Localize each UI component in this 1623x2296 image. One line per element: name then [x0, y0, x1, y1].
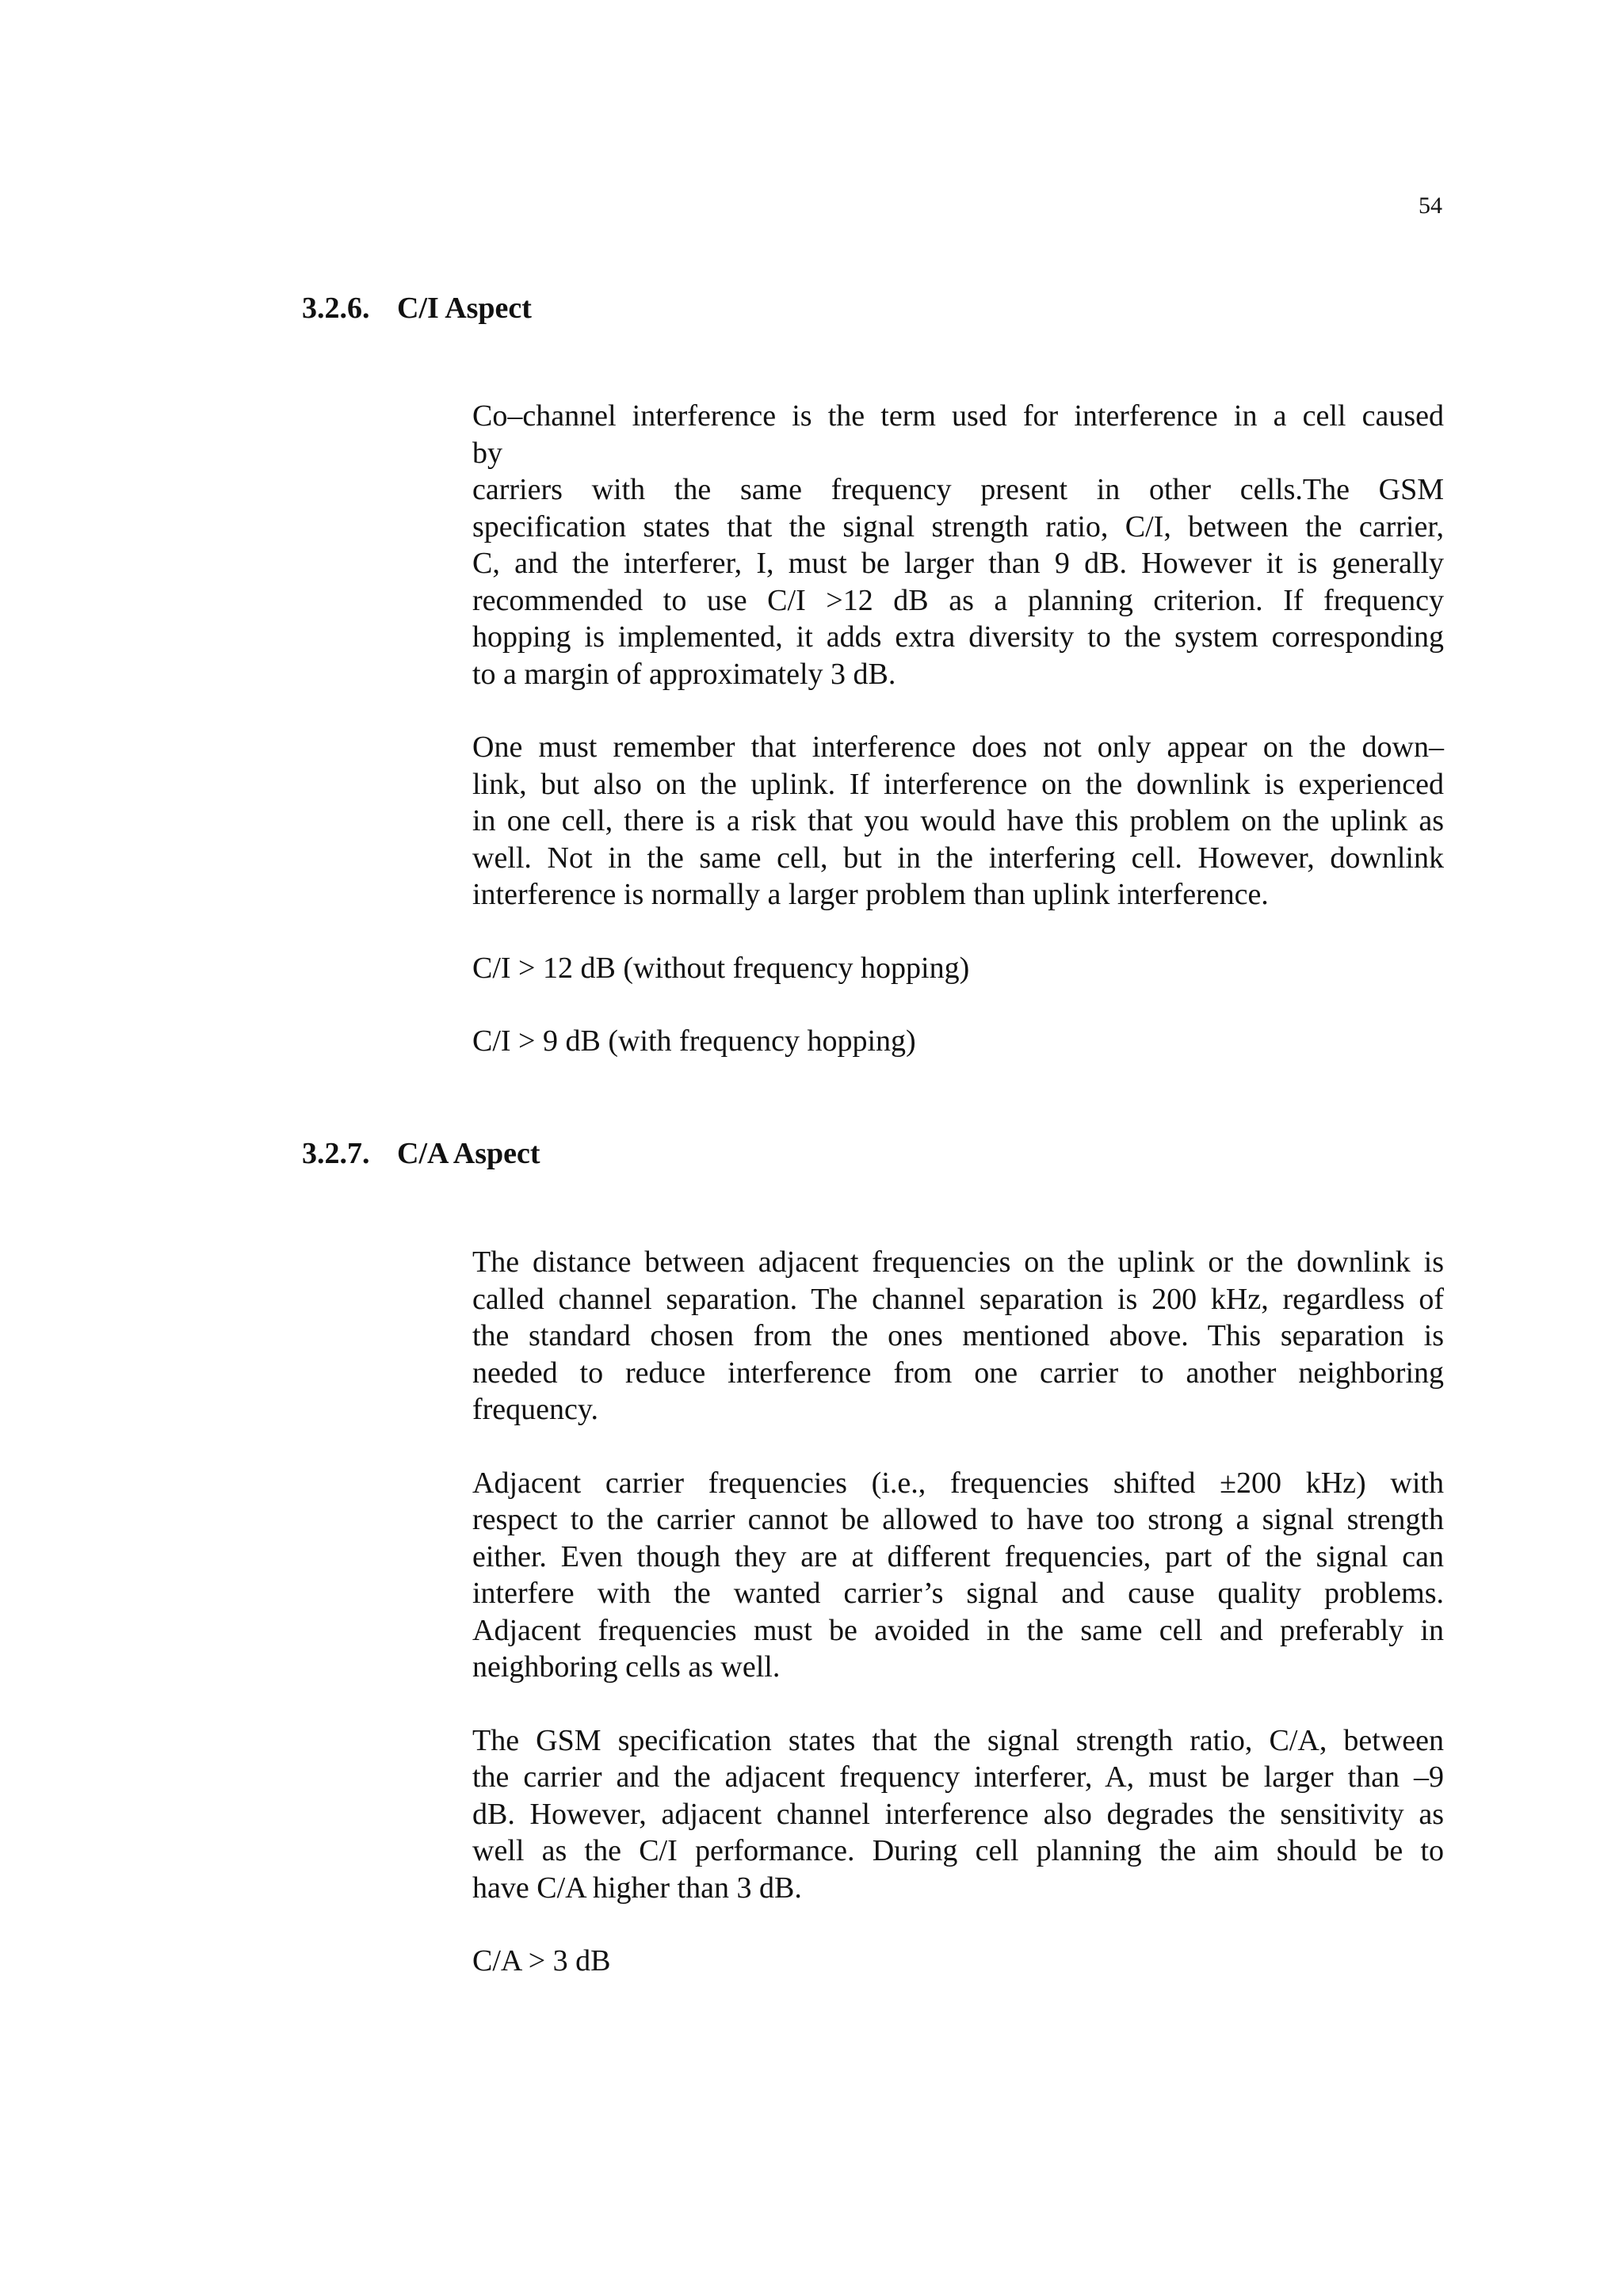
text-line: well as the C/I performance. During cell planning the aim should be to [472, 1834, 1444, 1867]
section-ci-body [472, 398, 1444, 1060]
text-line: Co–channel interference is the term used for interference in a cell caused [472, 399, 1444, 433]
text-line: by [472, 436, 502, 470]
text-line: carriers with the same frequency present in other cells.The GSM [472, 473, 1444, 506]
section-number: 3.2.6. [302, 292, 370, 325]
text-line: well. Not in the same cell, but in the interfering cell. However, downlink [472, 841, 1444, 875]
text-line: hopping is implemented, it adds extra diversity to the system corresponding [472, 620, 1444, 654]
text-line: either. Even though they are at different frequencies, part of the signal can [472, 1539, 1444, 1573]
section-ca-body [472, 1244, 1444, 1980]
section-heading-ci [302, 290, 532, 326]
paragraph [472, 1722, 1444, 1907]
section-title: C/I Aspect [397, 292, 532, 325]
section-heading-ca [302, 1135, 540, 1172]
text-line: respect to the carrier cannot be allowed to have too strong a signal strength [472, 1503, 1444, 1536]
text-line: in one cell, there is a risk that you would have this problem on the uplink as [472, 804, 1444, 837]
text-line: One must remember that interference does not only appear on the down– [472, 730, 1444, 764]
text-line: have C/A higher than 3 dB. [472, 1871, 802, 1905]
text-line: neighboring cells as well. [472, 1650, 781, 1684]
text-line: C, and the interferer, I, must be larger than 9 dB. However it is generally [472, 547, 1444, 580]
text-line: dB. However, adjacent channel interference also degrades the sensitivity as [472, 1797, 1444, 1831]
text-line: recommended to use C/I >12 dB as a planning criterion. If frequency [472, 583, 1444, 617]
text-line: called channel separation. The channel separation is 200 kHz, regardless of [472, 1282, 1444, 1316]
paragraph [472, 398, 1444, 692]
text-line: link, but also on the uplink. If interference on the downlink is experienced [472, 767, 1444, 801]
text-line: to a margin of approximately 3 dB. [472, 657, 896, 691]
formula: C/I > 12 dB (without frequency hopping) [472, 951, 970, 985]
section-number: 3.2.7. [302, 1137, 370, 1170]
paragraph [472, 729, 1444, 913]
text-line: Adjacent frequencies must be avoided in the same cell and preferably in [472, 1613, 1444, 1647]
text-line: the carrier and the adjacent frequency interferer, A, must be larger than –9 [472, 1760, 1444, 1794]
text-line: needed to reduce interference from one carrier to another neighboring [472, 1356, 1444, 1390]
paragraph [472, 1244, 1444, 1428]
text-line: interfere with the wanted carrier’s signal and cause quality problems. [472, 1577, 1444, 1610]
text-line: frequency. [472, 1393, 598, 1426]
page-number: 54 [1419, 193, 1442, 219]
text-line: The GSM specification states that the signal strength ratio, C/A, between [472, 1723, 1444, 1757]
text-line: specification states that the signal strength ratio, C/I, between the carrier, [472, 509, 1444, 543]
text-line: interference is normally a larger problem than uplink interference. [472, 878, 1269, 911]
text-line: Adjacent carrier frequencies (i.e., frequencies shifted ±200 kHz) with [472, 1466, 1444, 1500]
paragraph [472, 1465, 1444, 1686]
section-title: C/A Aspect [397, 1137, 540, 1170]
formula: C/I > 9 dB (with frequency hopping) [472, 1024, 916, 1058]
formula: C/A > 3 dB [472, 1944, 611, 1978]
text-line: the standard chosen from the ones mentioned above. This separation is [472, 1319, 1444, 1352]
text-line: The distance between adjacent frequencies on the uplink or the downlink is [472, 1245, 1444, 1279]
